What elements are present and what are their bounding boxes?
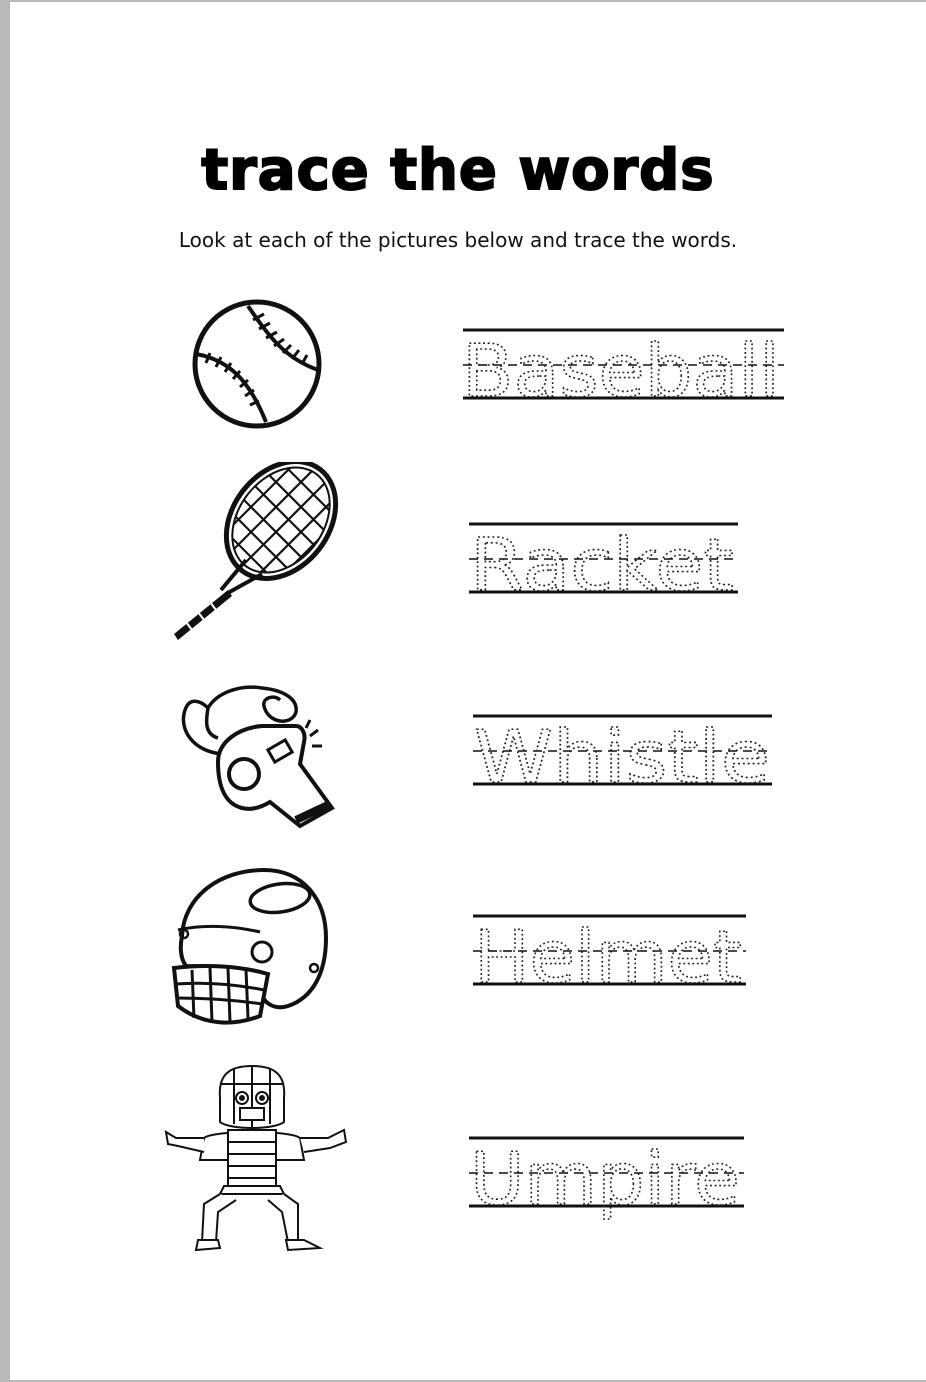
trace-word-helmet bbox=[470, 912, 750, 990]
trace-word-whistle bbox=[470, 712, 776, 790]
tennis-racket-icon bbox=[166, 462, 348, 648]
instructions-text: Look at each of the pictures below and trace the words. bbox=[178, 228, 738, 252]
trace-word-text: Umpire bbox=[470, 1137, 740, 1221]
football-helmet-icon bbox=[164, 866, 334, 1034]
baseball-icon bbox=[190, 298, 326, 436]
trace-word-text: Racket bbox=[470, 523, 734, 598]
trace-word-text: Whistle bbox=[474, 715, 770, 790]
whistle-icon bbox=[178, 684, 338, 836]
trace-word-text: Baseball bbox=[462, 329, 780, 404]
trace-word-umpire bbox=[466, 1134, 748, 1230]
trace-word-baseball bbox=[460, 326, 788, 404]
trace-word-racket bbox=[466, 520, 742, 598]
page-title: trace the words bbox=[201, 138, 715, 203]
umpire-icon bbox=[164, 1064, 352, 1260]
trace-word-text: Helmet bbox=[474, 915, 742, 990]
